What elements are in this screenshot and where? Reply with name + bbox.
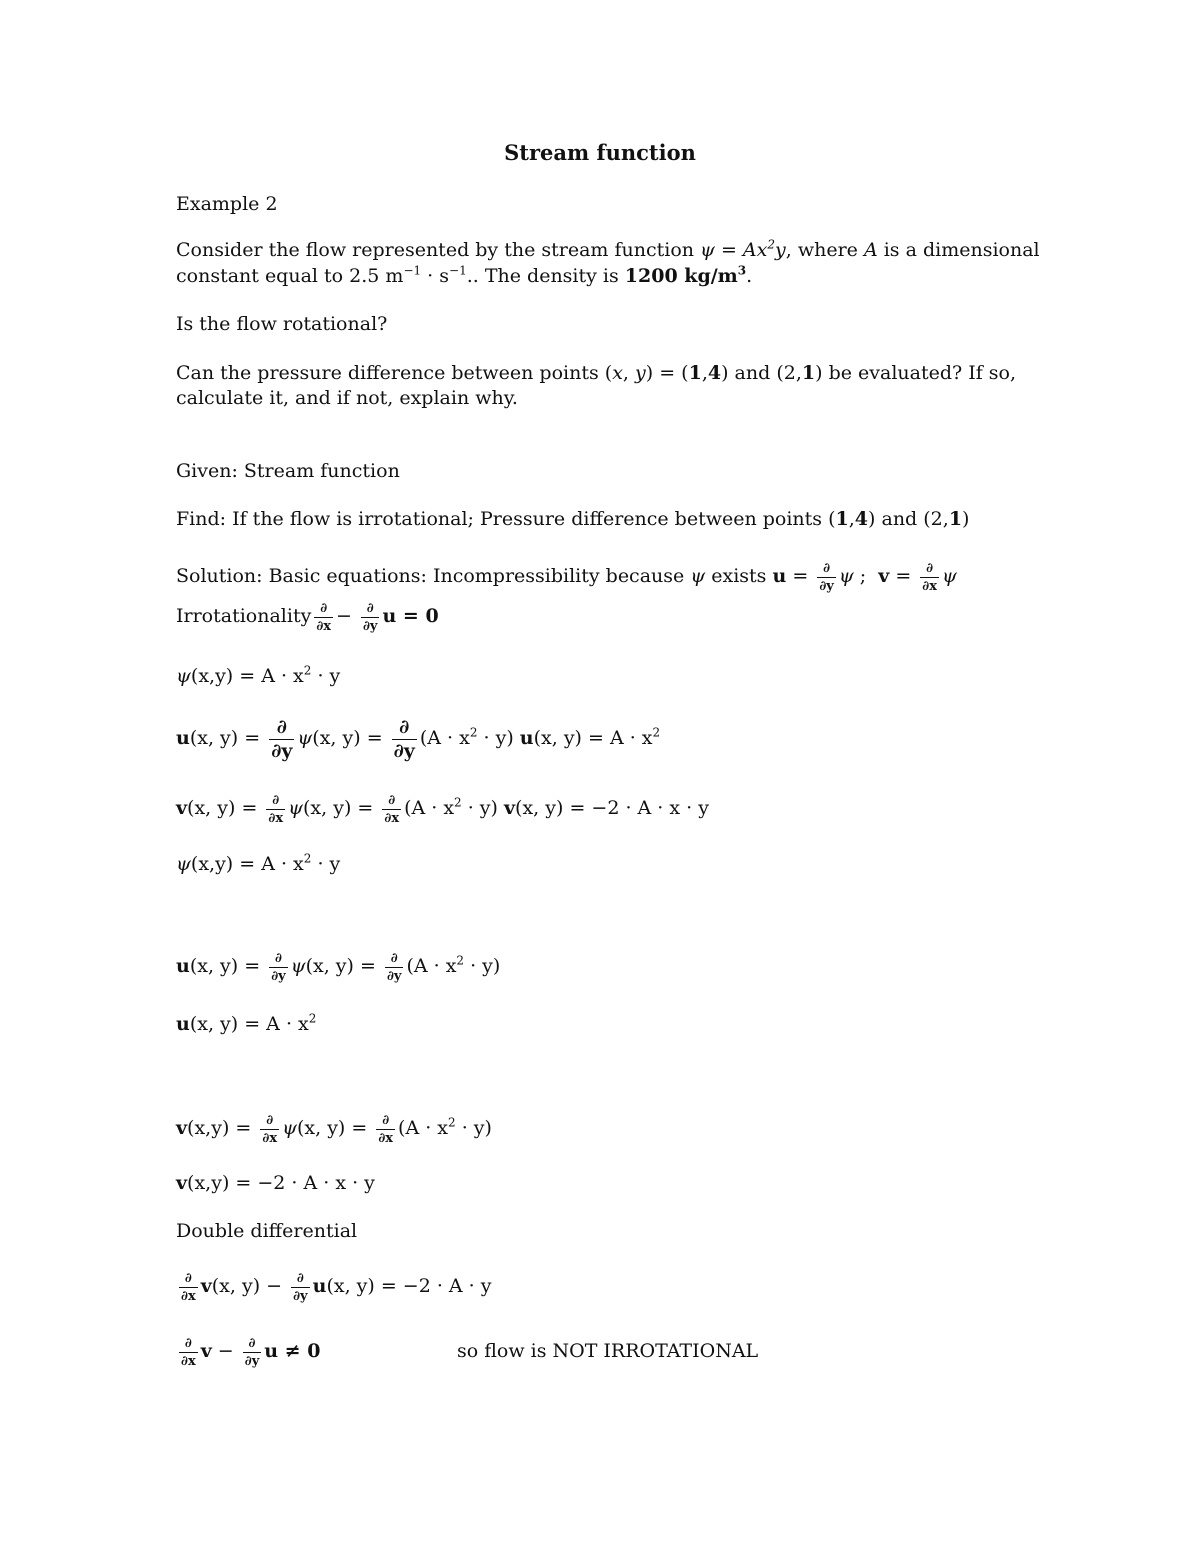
problem-line-2: constant equal to 2.5 $m^{-1} \cdot s^{-1}$.. The density is 1200 $kg/m^3$.: [176, 263, 753, 287]
partial-y-fraction: $\frac{\partial}{\partial y}$: [271, 715, 293, 762]
partial-y-fraction: $\frac{\partial}{\partial y}$: [393, 715, 415, 762]
partial-y-fraction: $\frac{\partial}{\partial y}$: [362, 600, 378, 634]
solution-line: Solution: Basic equations: Incompressibility because ψ exists u = $\frac{\partial}{\partial y}$ ψ ; v = $\frac{\partial}{\partial x}$ ψ: [176, 560, 957, 594]
equation-u-result: u(x, $y) = A \cdot x^2$: [176, 1011, 317, 1035]
constant-symbol: A: [863, 239, 878, 261]
point-b: (2,1): [776, 362, 823, 384]
conclusion-text: so flow is NOT IRROTATIONAL: [457, 1340, 759, 1362]
partial-x-fraction: $\frac{\partial}{\partial x}$: [268, 792, 284, 826]
partial-x-fraction: $\frac{\partial}{\partial x}$: [378, 1112, 394, 1146]
partial-x-fraction: $\frac{\partial}{\partial x}$: [922, 560, 937, 594]
partial-y-fraction: $\frac{\partial}{\partial y}$: [386, 950, 402, 984]
irrotationality-line: Irrotationality $\frac{\partial}{\partial x}$ − $\frac{\partial}{\partial y}$ u = 0: [176, 600, 439, 634]
partial-x-fraction: $\frac{\partial}{\partial x}$: [262, 1112, 278, 1146]
partial-y-fraction: $\frac{\partial}{\partial y}$: [819, 560, 834, 594]
partial-y-fraction: $\frac{\partial}{\partial y}$: [244, 1335, 260, 1369]
equation-vorticity: $\frac{\partial}{\partial x}$ v(x, y) − $\frac{\partial}{\partial y}$ u(x, y) = −2 · A · y: [181, 1270, 492, 1304]
partial-y-fraction: $\frac{\partial}{\partial y}$: [271, 950, 286, 984]
problem-text: is a dimensional: [877, 239, 1040, 261]
density-value: 1200 $kg/m^3$: [624, 263, 747, 287]
point-a: (x, y) = (1,4): [604, 362, 729, 384]
equation-psi: $\psi(x,y) = A \cdot x^2 \cdot y$: [176, 663, 341, 687]
example-label: Example 2: [176, 193, 278, 215]
point-a: (1,4): [828, 508, 876, 530]
partial-x-fraction: $\frac{\partial}{\partial x}$: [181, 1335, 196, 1369]
double-differential-label: Double differential: [176, 1220, 358, 1242]
equation-u-derivation: u(x, y) = $\frac{\partial}{\partial y}$ ψ(x, y) = $\frac{\partial}{\partial y}$ $(A \cdot x^2 \cdot y)$ u(x, $y) = A \cdot x^2$: [176, 715, 661, 762]
partial-x-fraction: $\frac{\partial}{\partial x}$: [384, 792, 400, 826]
point-b: (2,1): [923, 508, 970, 530]
constant-value: 2.5 $m^{-1} \cdot s^{-1}$: [349, 263, 467, 287]
equation-not-zero: $\frac{\partial}{\partial x}$ v − $\frac{\partial}{\partial y}$ u ≠ 0: [181, 1335, 321, 1369]
equation-u-derivative: u(x, y) = $\frac{\partial}{\partial y}$ ψ(x, y) = $\frac{\partial}{\partial y}$ $(A \cdot x^2 \cdot y)$: [176, 950, 501, 984]
equation-v-derivation: v(x, y) = $\frac{\partial}{\partial x}$ ψ(x, y) = $\frac{\partial}{\partial x}$ $(A \cdot x^2 \cdot y)$ v(x, y) = −2 · A · x · y: [176, 792, 709, 826]
problem-text: , where: [785, 239, 864, 261]
equation-v-derivative: v(x,y) = $\frac{\partial}{\partial x}$ ψ(x, y) = $\frac{\partial}{\partial x}$ $(A \cdot x^2 \cdot y)$: [176, 1112, 492, 1146]
partial-x-fraction: $\frac{\partial}{\partial x}$: [316, 600, 332, 634]
equation-psi-repeat: $\psi(x,y) = A \cdot x^2 \cdot y$: [176, 851, 341, 875]
question-2-line-1: Can the pressure difference between points (x, y) = (1,4) and (2,1) be evaluated? If so,: [176, 362, 1017, 384]
stream-function-definition: $\psi = Ax^2y$: [700, 237, 786, 261]
psi-symbol: ψ: [690, 565, 706, 587]
find-line: Find: If the flow is irrotational; Pressure difference between points (1,4) and (2,1): [176, 508, 970, 530]
equation-v-result: v(x,y) = −2 · A · x · y: [176, 1172, 375, 1194]
partial-y-fraction: $\frac{\partial}{\partial y}$: [293, 1270, 308, 1304]
problem-line-1: [176, 238, 1040, 262]
question-2-line-2: calculate it, and if not, explain why.: [176, 387, 518, 409]
problem-text: Consider the flow represented by the stream function: [176, 239, 701, 261]
page-title: Stream function: [504, 140, 696, 165]
given-line: Given: Stream function: [176, 460, 400, 482]
problem-text: constant equal to: [176, 265, 350, 287]
problem-text: . The density is: [472, 265, 625, 287]
partial-x-fraction: $\frac{\partial}{\partial x}$: [181, 1270, 196, 1304]
question-1: Is the flow rotational?: [176, 313, 388, 335]
